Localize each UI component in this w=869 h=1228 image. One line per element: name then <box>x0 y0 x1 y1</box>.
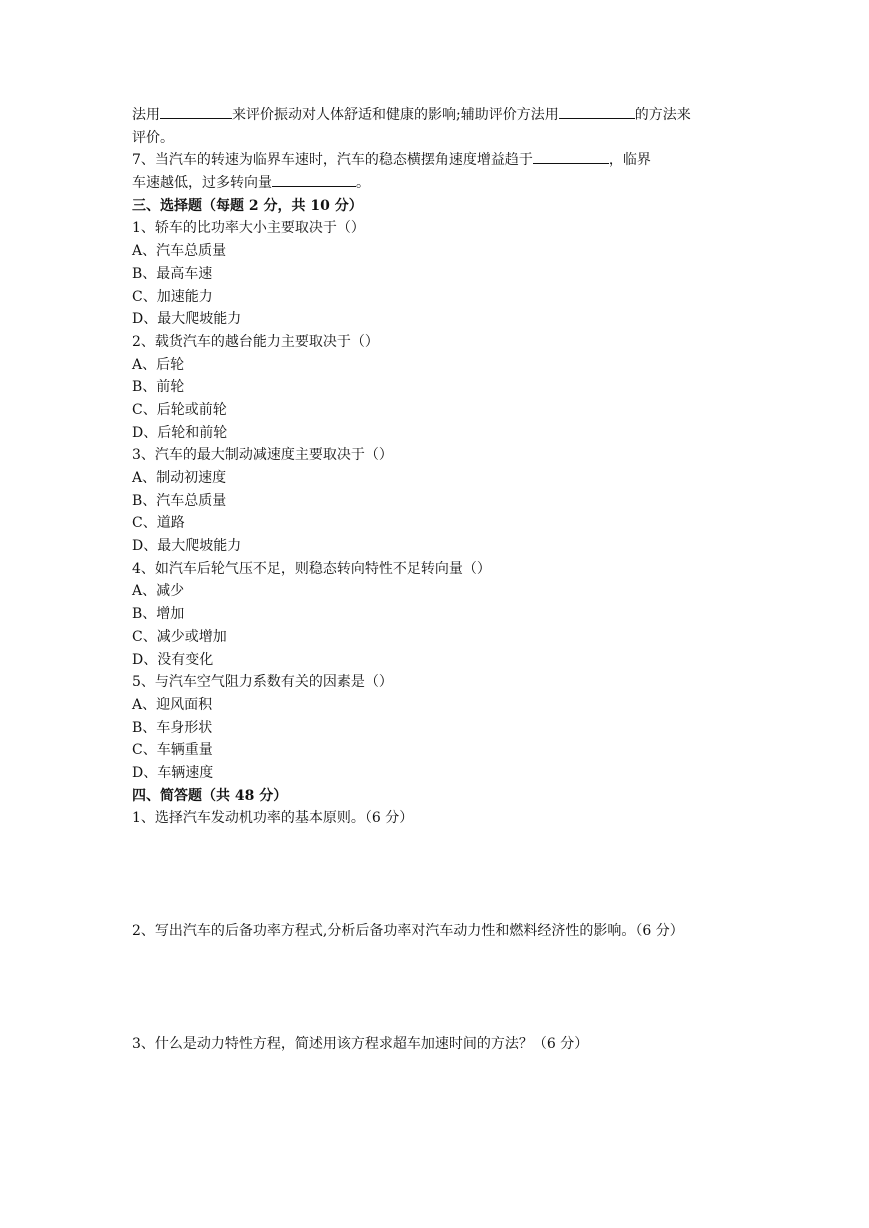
q6-blank-2[interactable] <box>559 104 635 119</box>
mc-q3-option-d: D、最大爬坡能力 <box>132 538 242 555</box>
mc-q1-option-b: B、最高车速 <box>132 265 213 282</box>
mc-q4-option-a: A、减少 <box>132 583 185 600</box>
mc-question-2: 2、载货汽车的越台能力主要取决于（） <box>132 333 379 350</box>
mc-q3-option-c: C、道路 <box>132 515 185 532</box>
mc-q5-option-c: C、车辆重量 <box>132 742 213 759</box>
mc-q2-option-b: B、前轮 <box>132 379 185 396</box>
mc-q1-option-a: A、汽车总质量 <box>132 243 227 260</box>
section3-heading: 三、选择题（每题 2 分，共 10 分） <box>132 197 363 214</box>
mc-question-1: 1、轿车的比功率大小主要取决于（） <box>132 220 365 237</box>
answer-space-2[interactable] <box>132 943 752 1033</box>
q6-continuation-line-2 <box>132 127 752 150</box>
q6-continuation-line <box>132 104 752 127</box>
mc-q2-option-d: D、后轮和前轮 <box>132 424 228 441</box>
mc-q5-option-d: D、车辆速度 <box>132 764 214 781</box>
q6-blank-1[interactable] <box>160 104 232 119</box>
section4-heading: 四、简答题（共 48 分） <box>132 787 288 804</box>
q6-text-1: 法用 <box>132 107 160 123</box>
mc-q5-option-b: B、车身形状 <box>132 719 213 736</box>
answer-space-1[interactable] <box>132 830 752 920</box>
mc-q1-option-d: D、最大爬坡能力 <box>132 311 242 328</box>
mc-question-5: 5、与汽车空气阻力系数有关的因素是（） <box>132 674 393 691</box>
mc-q5-option-a: A、迎风面积 <box>132 696 213 713</box>
q7-line-1 <box>132 149 752 172</box>
mc-q3-option-a: A、制动初速度 <box>132 470 227 486</box>
exam-page <box>132 104 752 1055</box>
q7-text-1: 7、当汽车的转速为临界车速时，汽车的稳态横摆角速度增益趋于 <box>132 152 533 169</box>
mc-q4-option-d: D、没有变化 <box>132 651 214 668</box>
mc-q2-option-a: A、后轮 <box>132 356 185 373</box>
q6-text-4: 评价。 <box>132 129 174 146</box>
mc-q4-option-b: B、增加 <box>132 606 185 623</box>
q7-text-4: 。 <box>356 175 370 192</box>
short-answer-question-2: 2、写出汽车的后备功率方程式,分析后备功率对汽车动力性和燃料经济性的影响。（6 分） <box>132 923 684 939</box>
q6-text-2: 来评价振动对人体舒适和健康的影响;辅助评价方法用 <box>232 107 559 123</box>
q7-line-2 <box>132 172 752 195</box>
mc-q3-option-b: B、汽车总质量 <box>132 492 227 509</box>
q7-blank-1[interactable] <box>533 149 609 164</box>
short-answer-question-1: 1、选择汽车发动机功率的基本原则。（6 分） <box>132 810 414 827</box>
q6-text-3: 的方法来 <box>634 107 691 123</box>
mc-q1-option-c: C、加速能力 <box>132 288 213 305</box>
mc-q2-option-c: C、后轮或前轮 <box>132 401 227 418</box>
mc-question-3: 3、汽车的最大制动减速度主要取决于（） <box>132 447 393 464</box>
q7-text-2: ，临界 <box>608 152 651 169</box>
q7-blank-2[interactable] <box>272 172 356 187</box>
q7-text-3: 车速越低，过多转向量 <box>132 175 272 192</box>
short-answer-question-3: 3、什么是动力特性方程，简述用该方程求超车加速时间的方法？（6 分） <box>132 1035 589 1052</box>
mc-question-4: 4、如汽车后轮气压不足，则稳态转向特性不足转向量（） <box>132 560 491 577</box>
mc-q4-option-c: C、减少或增加 <box>132 628 227 645</box>
